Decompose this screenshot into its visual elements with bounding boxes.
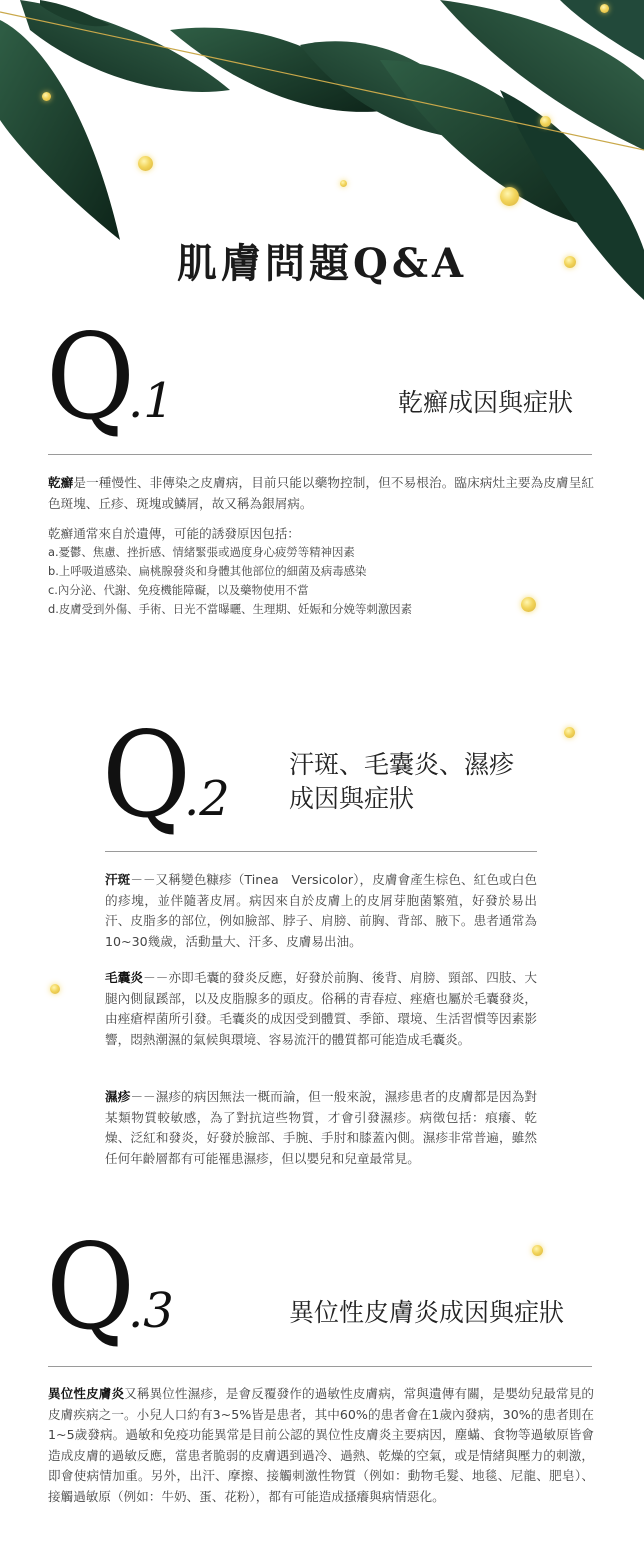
q3-divider (48, 1366, 592, 1367)
q3-paragraph (48, 1384, 594, 1507)
gold-dot (340, 180, 347, 187)
q3-body: 又稱異位性濕疹，是會反覆發作的過敏性皮膚病，常與遺傳有關，是嬰幼兒最常見的皮膚疾病之一。小兒人口約有3~5%皆是患者，其中60%的患者會在1歲內發病，30%的患者則在1~5歲發病。過敏和免疫功能異常是目前公認的異位性皮膚炎主要病因，塵蟎、食物等過敏原皆會造成皮膚的過敏反應，當患者脆弱的皮膚遇到過冷、過熱、乾燥的空氣，或是情緒與壓力的刺激，即會使病情加重。另外，出汗、摩擦、接觸刺激性物質（例如：動物毛髮、地毯、尼龍、肥皂）、接觸過敏原（例如：牛奶、蛋、花粉），都有可能造成搔癢與病情惡化。 (48, 1386, 595, 1504)
q2-term-folliculitis: 毛囊炎 (105, 970, 144, 985)
q1-number: .1 (128, 373, 174, 429)
q2-heading-line1: 汗斑、毛囊炎、濕疹 (289, 750, 515, 779)
q2-paragraph-folliculitis (105, 968, 537, 1050)
q3-mark (46, 1218, 174, 1356)
q3-term: 異位性皮膚炎 (48, 1386, 125, 1401)
q2-body-eczema: －－濕疹的病因無法一概而論，但一般來說，濕疹患者的皮膚都是因為對某類物質較敏感，為了對抗這些物質，才會引發濕疹。病徵包括：痕癢、乾燥、泛紅和發炎，好發於臉部、手腕、手肘和膝蓋內側。濕疹非常普遍，雖然任何年齡層都有可能罹患濕疹，但以嬰兒和兒童最常見。 (105, 1089, 538, 1166)
gold-dot (600, 4, 609, 13)
q1-mark (46, 308, 174, 446)
q2-paragraph-tinea (105, 870, 537, 952)
q1-heading: 乾癬成因與症狀 (398, 388, 574, 417)
gold-dot (42, 92, 51, 101)
page-title: 肌膚問題Q&A (177, 240, 467, 287)
q2-term-eczema: 濕疹 (105, 1089, 131, 1104)
gold-dot (521, 597, 536, 612)
gold-dot (138, 156, 153, 171)
q2-heading-line2: 成因與症狀 (289, 783, 415, 813)
q1-body: 是一種慢性、非傳染之皮膚病，目前只能以藥物控制，但不易根治。臨床病灶主要為皮膚呈紅色斑塊、丘疹、斑塊或鱗屑，故又稱為銀屑病。 (48, 475, 595, 511)
q2-paragraph-eczema (105, 1087, 537, 1169)
q3-number: .3 (128, 1283, 174, 1339)
q3-letter: Q (46, 1218, 136, 1356)
q2-divider (105, 851, 537, 852)
list-item: a.憂鬱、焦慮、挫折感、情緒緊張或過度身心疲勞等精神因素 (48, 545, 355, 559)
q1-cause-list (48, 543, 412, 619)
q2-number: .2 (184, 771, 230, 827)
q2-body-tinea: －－又稱變色糠疹（Tinea Versicolor），皮膚會產生棕色、紅色或白色的疹塊，並伴隨著皮屑。病因來自於皮膚上的皮屑芽胞菌繁殖，好發於易出汗、皮脂多的部位，例如臉部、脖子、肩膀、前胸、背部、腋下。患者通常為10~30幾歲，活動量大、汗多、皮膚易出油。 (105, 872, 538, 949)
list-item: b.上呼吸道感染、扁桃腺發炎和身體其他部位的細菌及病毒感染 (48, 564, 367, 578)
q1-term: 乾癬 (48, 475, 74, 490)
list-item: c.內分泌、代謝、免疫機能障礙，以及藥物使用不當 (48, 583, 309, 597)
q1-divider (48, 454, 592, 455)
gold-dot (500, 187, 519, 206)
list-item: d.皮膚受到外傷、手術、日光不當曝曬、生理期、妊娠和分娩等刺激因素 (48, 602, 412, 616)
q2-term-tinea: 汗斑 (105, 872, 131, 887)
gold-dot (532, 1245, 543, 1256)
gold-dot (564, 727, 575, 738)
q2-letter: Q (102, 706, 192, 844)
gold-dot (50, 984, 60, 994)
q2-mark (102, 706, 230, 844)
q2-heading (289, 748, 514, 816)
gold-dot (540, 116, 551, 127)
q2-body-folliculitis: －－亦即毛囊的發炎反應，好發於前胸、後背、肩膀、頸部、四肢、大腿內側鼠蹊部，以及皮脂腺多的頭皮。俗稱的青春痘、痤瘡也屬於毛囊發炎，由痤瘡桿菌所引發。毛囊炎的成因受到體質、季節、環境、生活習慣等因素影響，悶熱潮濕的氣候與環境、容易流汗的體質都可能造成毛囊炎。 (105, 970, 538, 1047)
q1-letter: Q (46, 308, 136, 446)
q1-intro-paragraph (48, 473, 594, 514)
q1-list-intro: 乾癬通常來自於遺傳，可能的誘發原因包括： (48, 526, 300, 541)
q3-heading: 異位性皮膚炎成因與症狀 (289, 1298, 565, 1327)
